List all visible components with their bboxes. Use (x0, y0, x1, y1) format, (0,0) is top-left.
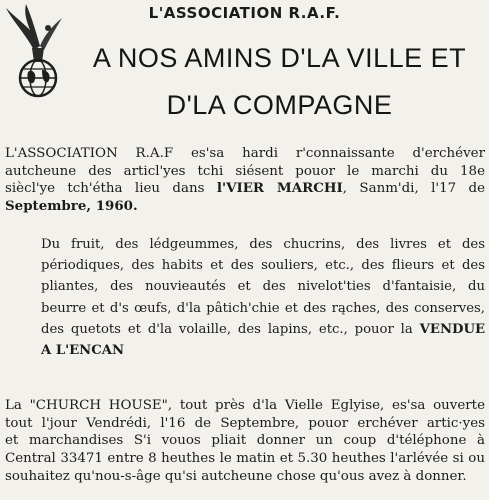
intro-line-4 (5, 198, 485, 216)
intro-line-1: L'ASSOCIATION R.A.F es'sa hardi r'connaissante d'erchéver (5, 146, 485, 161)
items-line-5 (41, 319, 485, 340)
market-name: l'VIER MARCHI (216, 180, 343, 196)
intro-line-3-text: siècl'ye tch'étha lieu dans (5, 181, 217, 196)
church-line-2: tout l'jour Vendrédi, l'16 de Septembre, pouor erchéver artic·yes (5, 415, 485, 431)
intro-paragraph (5, 145, 485, 215)
church-line-1: La "CHURCH HOUSE", tout près d'la Vielle Eglyise, es'sa ouverte (5, 398, 485, 413)
vendue-label: VENDUE (419, 321, 485, 337)
church-line-4: Central 33471 entre 8 heuthes le matin et 5.30 heuthes l'arlévée si ou (5, 451, 485, 467)
intro-line-2: autcheune des articl'yes tchi siésent pouor le marchi du 18e (5, 163, 485, 179)
main-title-line-1: A NOS AMINS D'LA VILLE ET (92, 43, 467, 73)
items-line-1: Du fruit, des lédgeummes, des chucrins, des livres et des (41, 237, 485, 252)
sale-date: Septembre, 1960. (5, 197, 138, 214)
items-line-6 (41, 340, 485, 361)
encan-label: A L'ENCAN (41, 343, 125, 359)
church-line-5: souhaitez qu'nou-s-âge qu'si autcheune chose qu'ous avez à donner. (5, 468, 467, 484)
items-line-5-text: des quetots et d'la volaille, des lapins, etc., pouor la (41, 321, 420, 337)
items-line-4: beurre et d's œufs, d'la pâtich'chie et des rąches, des conserves, (41, 300, 485, 316)
association-header: L'ASSOCIATION R.A.F. (148, 4, 341, 22)
main-title-line-2: D'LA COMPAGNE (166, 90, 393, 120)
church-house-paragraph (5, 397, 485, 486)
intro-line-3 (5, 180, 485, 198)
items-line-3: pliantes, des nouvieautés et des nivelot'ties d'fantaisie, du (41, 279, 485, 295)
items-paragraph (41, 234, 485, 361)
items-line-2: périodiques, des habits et des souliers, etc., des flieurs et des (41, 258, 485, 274)
church-line-3: et marchandises S'i vouos pliait donner un coup d'téléphone à (5, 433, 485, 449)
intro-line-3-tail: , Sanm'di, l'17 de (342, 181, 485, 196)
